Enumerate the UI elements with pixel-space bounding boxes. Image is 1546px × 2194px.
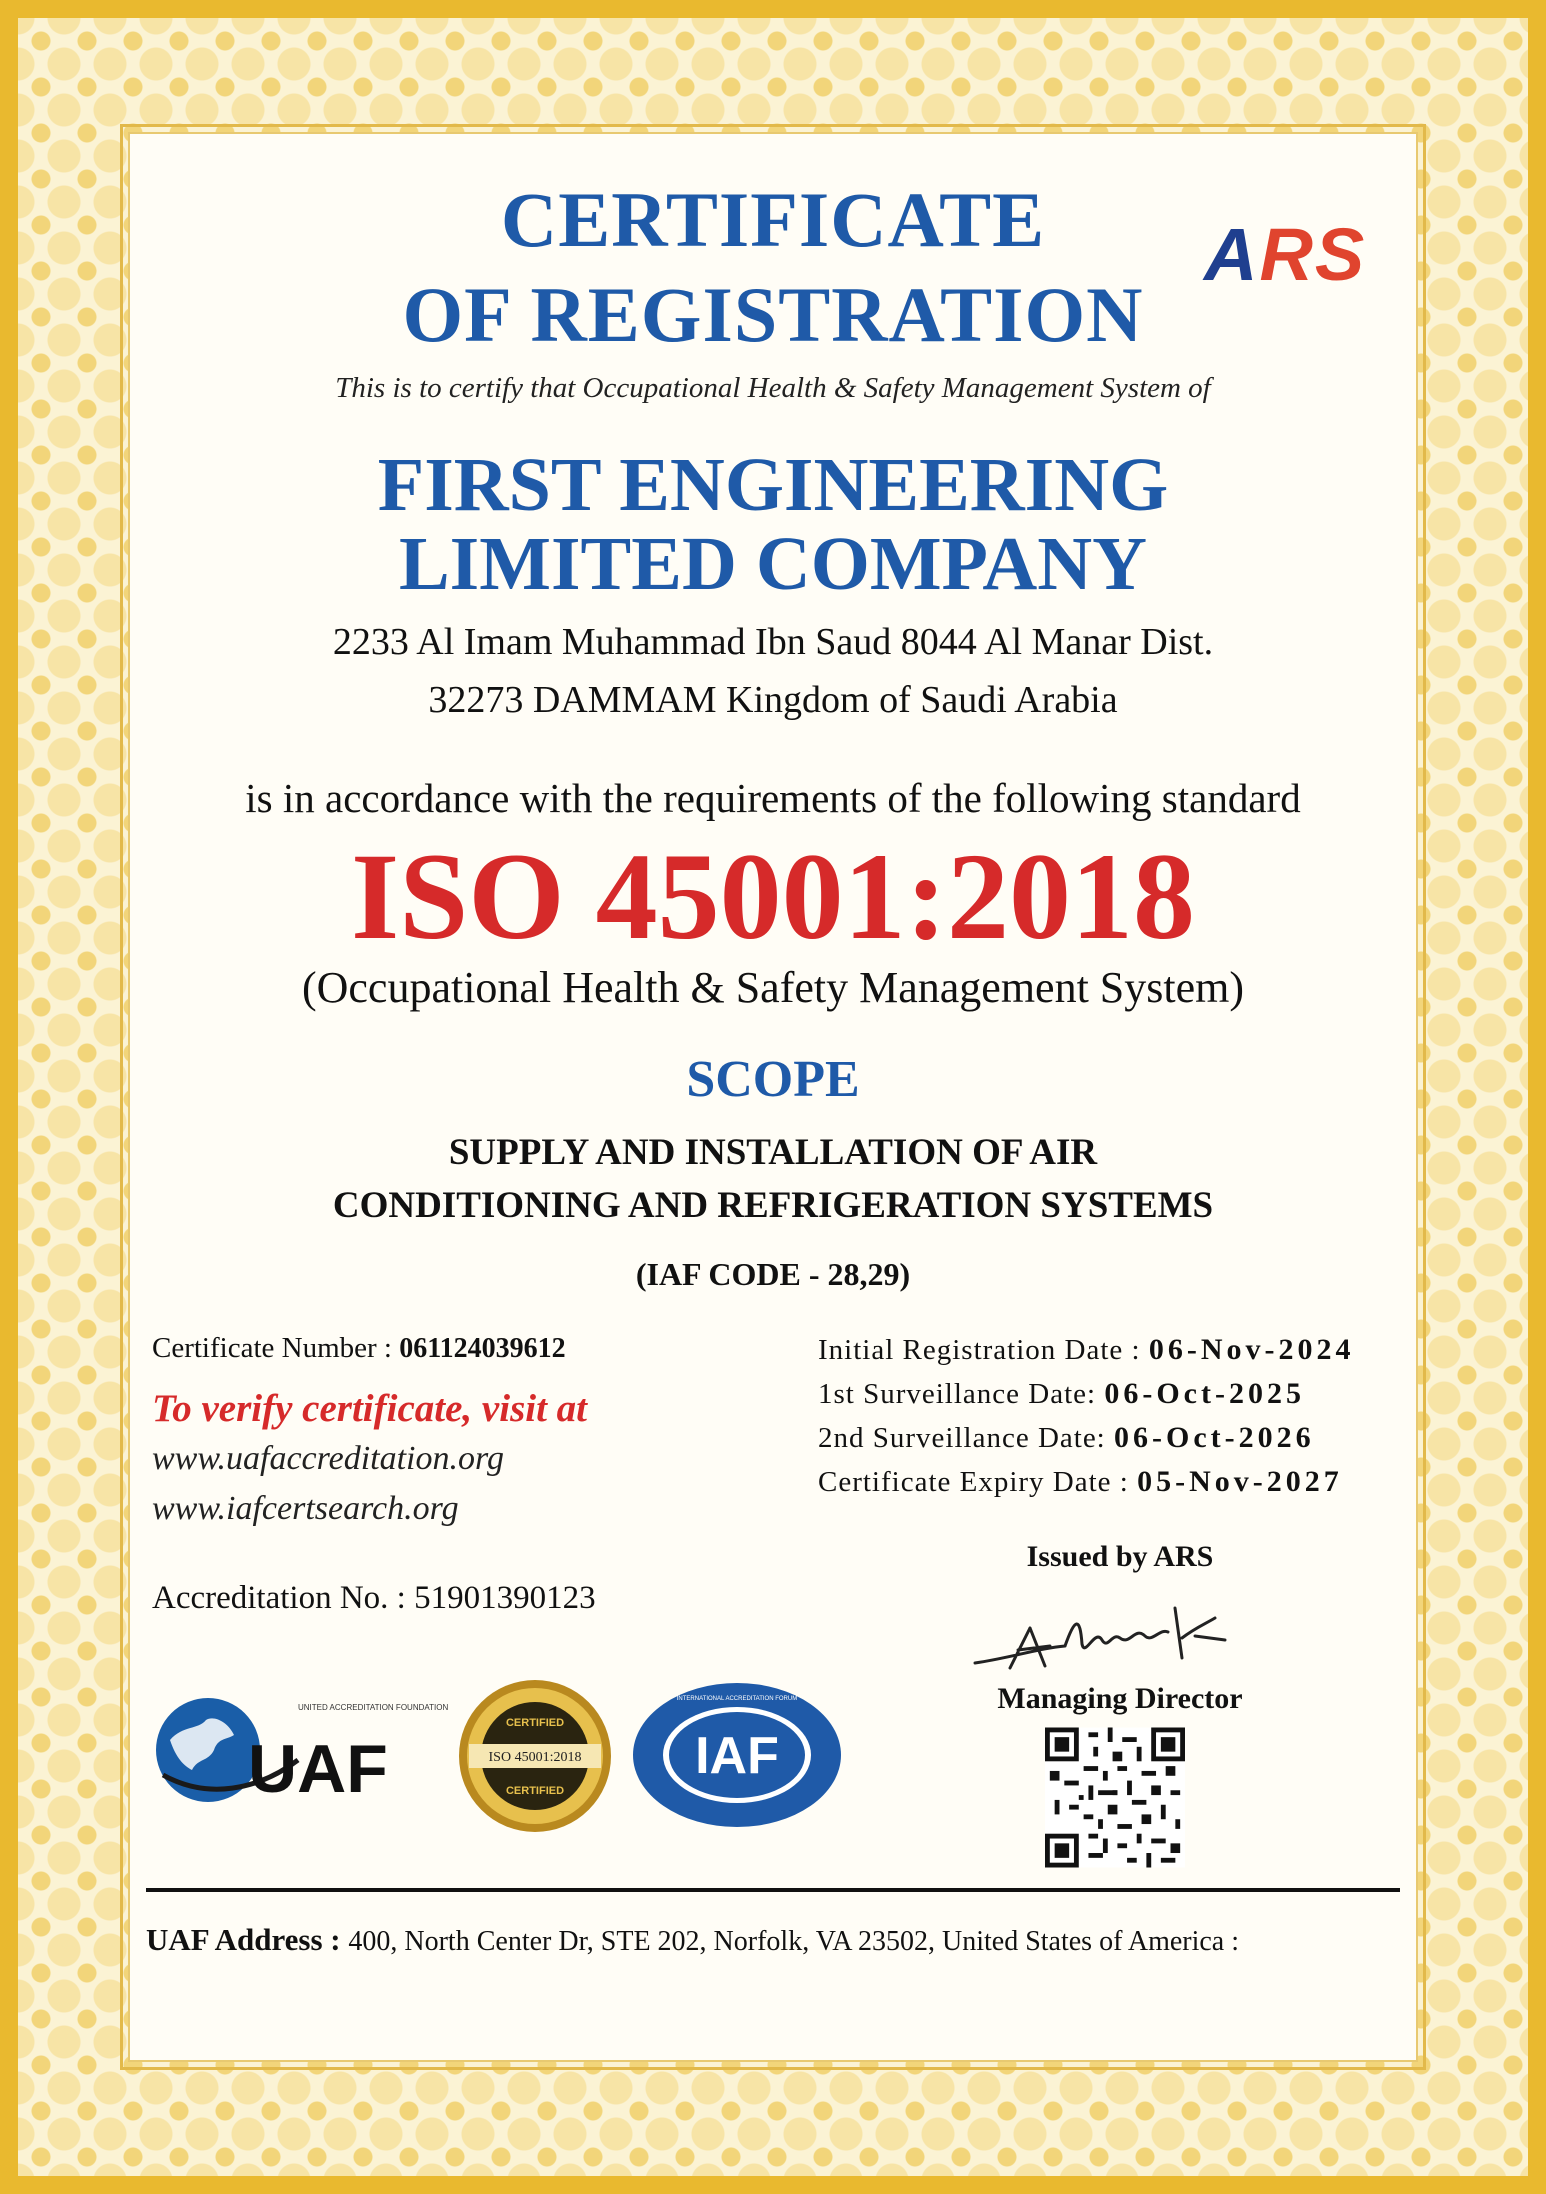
verify-url-2: www.iafcertsearch.org bbox=[152, 1490, 459, 1527]
scope-line-1: SUPPLY AND INSTALLATION OF AIR bbox=[448, 1132, 1098, 1173]
date-label: Initial Registration Date : bbox=[818, 1334, 1149, 1366]
date-value: 06-Oct-2026 bbox=[1114, 1421, 1315, 1454]
accordance-text: is in accordance with the requirements of the following standard bbox=[245, 775, 1301, 821]
uaf-logo-top-text: UNITED ACCREDITATION FOUNDATION bbox=[298, 1703, 449, 1712]
seal-ring-bottom-text: CERTIFIED bbox=[505, 1785, 565, 1797]
date-row-expiry bbox=[818, 1460, 1438, 1504]
date-label: 1st Surveillance Date: bbox=[818, 1378, 1105, 1410]
seal-ring-top-text: CERTIFIED bbox=[505, 1717, 565, 1729]
seal-standard-text: ISO 45001:2018 bbox=[488, 1750, 582, 1765]
iaf-logo-ring-text: INTERNATIONAL ACCREDITATION FORUM bbox=[676, 1696, 798, 1702]
uaf-logo bbox=[148, 1680, 449, 1810]
dates-list bbox=[818, 1328, 1438, 1504]
iaf-code: (IAF CODE - 28,29) bbox=[635, 1256, 911, 1292]
standard-description: (Occupational Health & Safety Management System) bbox=[301, 963, 1245, 1012]
scope-line-2: CONDITIONING AND REFRIGERATION SYSTEMS bbox=[332, 1185, 1214, 1226]
accreditation-number: Accreditation No. : 51901390123 bbox=[152, 1580, 596, 1616]
certificate-number-value: 061124039612 bbox=[399, 1333, 566, 1364]
date-value: 06-Oct-2025 bbox=[1104, 1377, 1305, 1410]
ars-logo bbox=[1204, 212, 1366, 297]
ars-logo-rs: RS bbox=[1259, 213, 1367, 296]
standard-title: ISO 45001:2018 bbox=[351, 828, 1195, 965]
intro-text: This is to certify that Occupational Health & Safety Management System of bbox=[335, 372, 1211, 404]
qr-code bbox=[1045, 1725, 1185, 1870]
title-line-1: CERTIFICATE bbox=[500, 176, 1046, 263]
address-line-2: 32273 DAMMAM Kingdom of Saudi Arabia bbox=[428, 679, 1118, 721]
date-label: Certificate Expiry Date : bbox=[818, 1466, 1138, 1498]
date-value: 06-Nov-2024 bbox=[1148, 1333, 1355, 1366]
iso-certified-seal bbox=[455, 1676, 615, 1836]
date-row-1st-surveillance bbox=[818, 1372, 1438, 1416]
company-name-line-1: FIRST ENGINEERING bbox=[377, 443, 1169, 527]
company-name-line-2: LIMITED COMPANY bbox=[398, 522, 1147, 606]
date-label: 2nd Surveillance Date: bbox=[818, 1422, 1114, 1454]
iaf-logo bbox=[630, 1680, 845, 1830]
ars-logo-a: A bbox=[1204, 213, 1260, 296]
uaf-logo-text: UAF bbox=[248, 1731, 388, 1807]
verify-url-1: www.uafaccreditation.org bbox=[152, 1440, 504, 1477]
address-line-1: 2233 Al Imam Muhammad Ibn Saud 8044 Al Manar Dist. bbox=[332, 621, 1214, 663]
signatory-title: Managing Director bbox=[997, 1682, 1243, 1715]
date-value: 05-Nov-2027 bbox=[1137, 1465, 1343, 1498]
footer-address bbox=[146, 1922, 1400, 1958]
date-row-2nd-surveillance bbox=[818, 1416, 1438, 1460]
title-line-2: OF REGISTRATION bbox=[402, 271, 1144, 358]
iaf-logo-text: IAF bbox=[695, 1727, 779, 1785]
footer-address-label: UAF Address : bbox=[146, 1922, 349, 1957]
verify-text: To verify certificate, visit at bbox=[152, 1387, 587, 1430]
signature-image bbox=[970, 1588, 1240, 1678]
scope-heading: SCOPE bbox=[686, 1051, 860, 1108]
certificate-number bbox=[152, 1332, 772, 1365]
issued-by: Issued by ARS bbox=[1026, 1540, 1214, 1573]
date-row-initial bbox=[818, 1328, 1438, 1372]
footer-address-value: 400, North Center Dr, STE 202, Norfolk, VA 23502, United States of America : bbox=[348, 1926, 1240, 1957]
footer-divider bbox=[146, 1888, 1400, 1892]
certificate-number-label: Certificate Number : bbox=[152, 1332, 400, 1364]
